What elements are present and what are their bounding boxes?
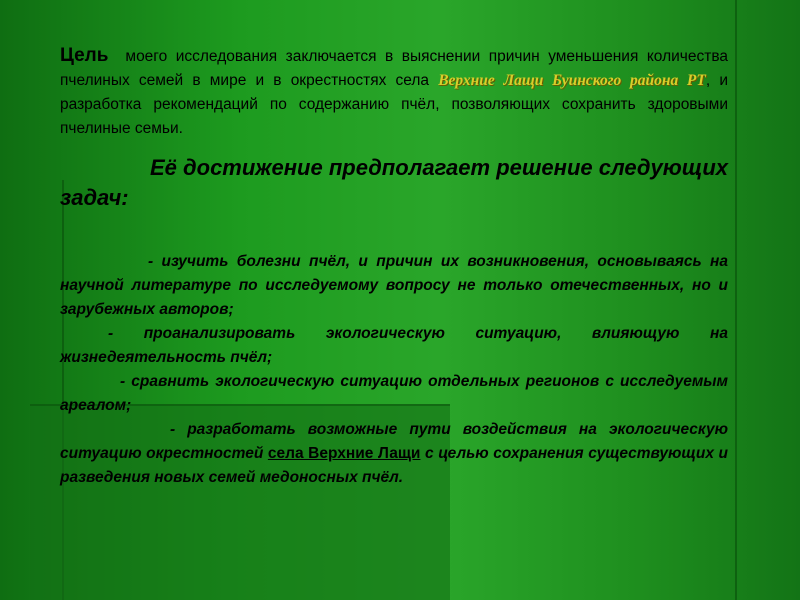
intro-text-1: моего исследования заключается в выяснении причин уменьшения количества пчелиных семей в мире и в окрестностях села bbox=[60, 48, 728, 89]
slide-content bbox=[60, 44, 728, 490]
task-item-study: - изучить болезни пчёл, и причин их возникновения, основываясь на научной литературе по исследуемому вопросу не только отечественных, но и зарубежных авторов; bbox=[60, 253, 728, 318]
intro-place: Верхние Лащи Буинского района РТ bbox=[438, 72, 706, 89]
task-develop-village-link[interactable]: села Верхние Лащи bbox=[267, 445, 421, 462]
task-list bbox=[60, 250, 728, 490]
task-item-compare: - сравнить экологическую ситуацию отдельных регионов с исследуемым ареалом; bbox=[60, 373, 728, 414]
goal-heading: Её достижение предполагает решение следующих задач: bbox=[60, 155, 728, 210]
task-develop-text-1: - разработать возможные пути воздействия на экологическую ситуацию окрестностей bbox=[60, 421, 728, 462]
task-item-develop bbox=[60, 418, 728, 490]
intro-text-2: , и разработка рекомендаций по содержанию пчёл, позволяющих сохранить здоровыми пчелиные семьи. bbox=[60, 72, 729, 137]
task-develop-text-2: с целью сохранения существующих и разведения новых семей медоносных пчёл. bbox=[60, 445, 728, 486]
intro-paragraph bbox=[60, 44, 728, 141]
task-item-analyze: - проанализировать экологическую ситуацию, влияющую на жизнедеятельность пчёл; bbox=[60, 325, 728, 366]
decor-line-right bbox=[735, 0, 737, 600]
intro-lead: Цель bbox=[60, 45, 109, 66]
